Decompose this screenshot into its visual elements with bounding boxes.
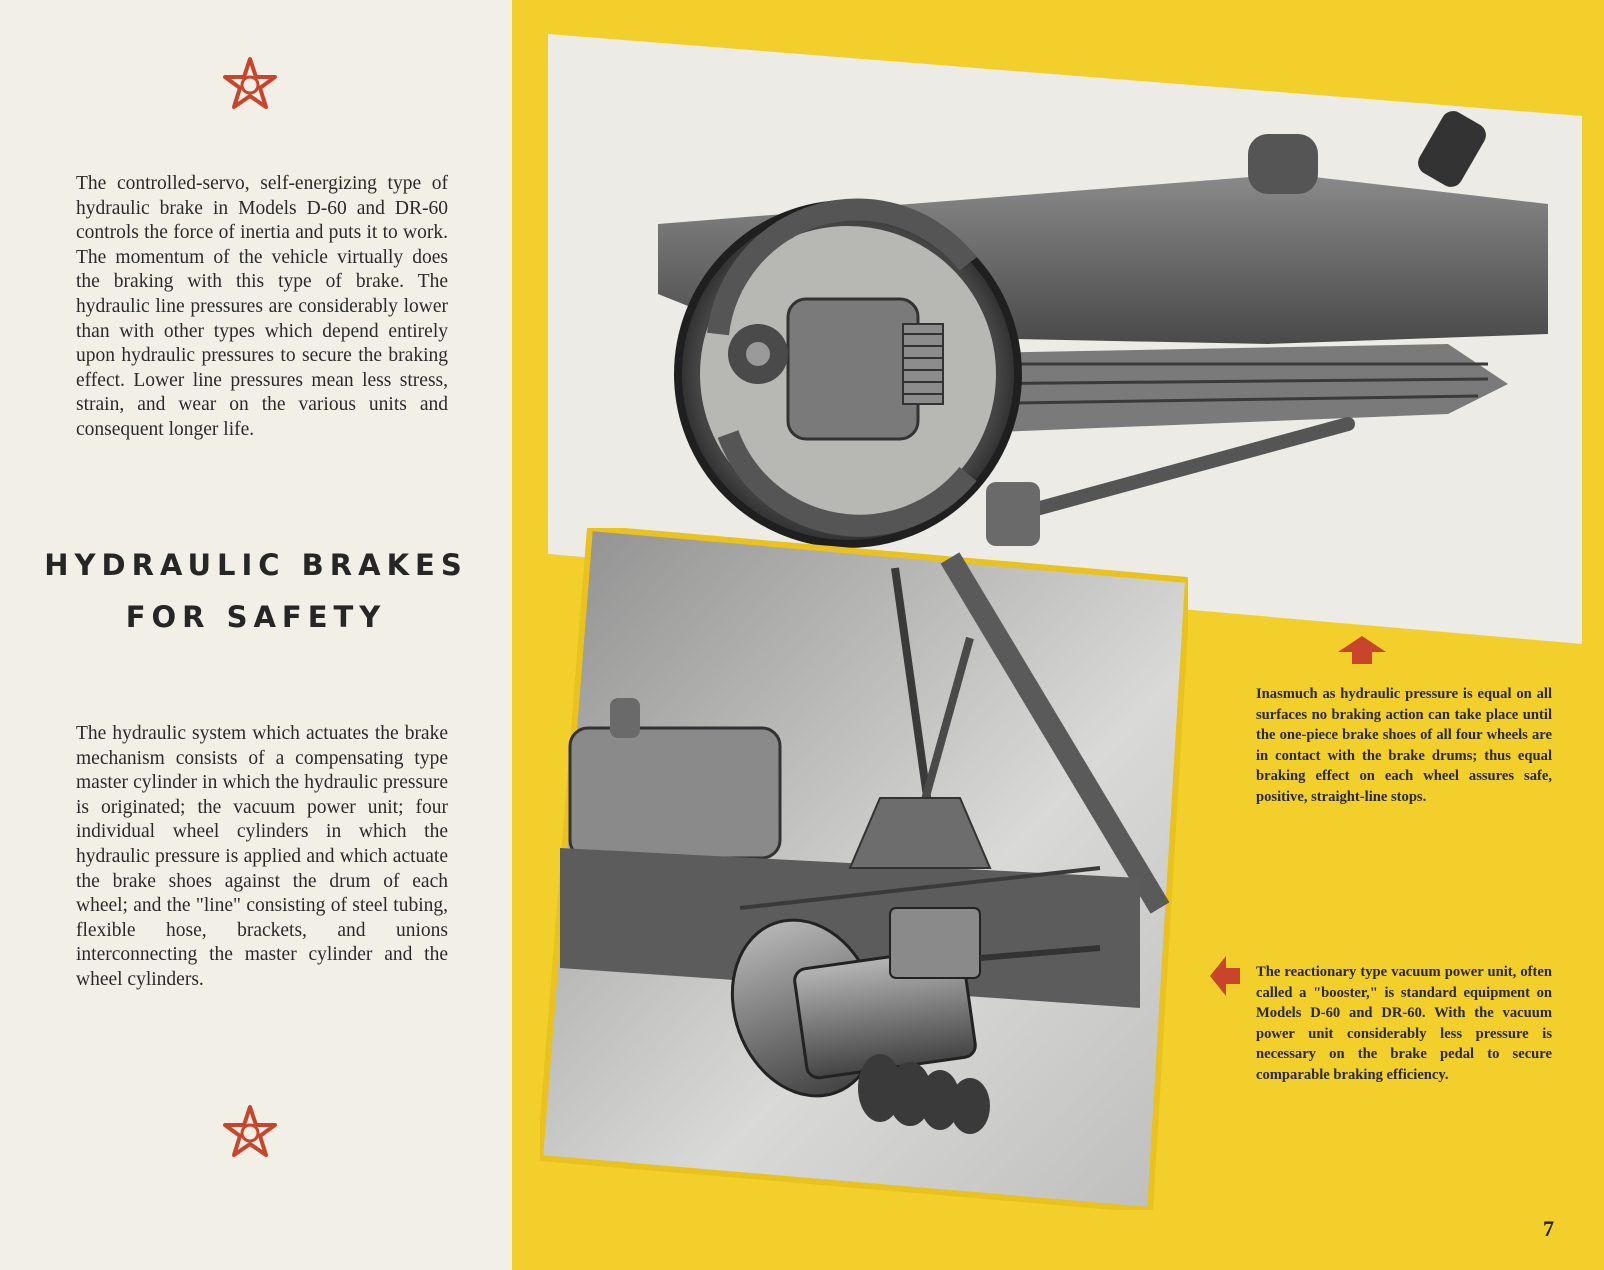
- caption-vacuum-booster: The reactionary type vacuum power unit, often called a "booster," is standard equipment on Models D-60 and DR-60. With the vacuum power unit considerably less pressure is necessary on the brake pedal to secure comparable braking efficiency.: [1256, 964, 1552, 1083]
- paragraph-brake-type: The controlled-servo, self-energizing type of hydraulic brake in Models D-60 and DR-60 controls the force of inertia and puts it to work. The momentum of the vehicle virtually does the braking with this type of brake. The hydraulic line pressures are considerably lower than with other types which depend entirely upon hydraulic pressures to secure the braking effect. Lower line pressures mean less stress, strain, and wear on the various units and consequent longer life.: [76, 173, 448, 440]
- star-icon: [222, 1104, 278, 1160]
- paragraph-hydraulic-system: The hydraulic system which actuates the brake mechanism consists of a compensating type master cylinder in which the hydraulic pressure is originated; the vacuum power unit; four individual wheel cylinders in which the hydraulic pressure is applied and which actuate the brake shoes against the drum of each wheel; and the "line" consisting of steel tubing, flexible hose, brackets, and unions interconnecting the master cylinder and the wheel cylinders.: [76, 723, 448, 990]
- section-heading-line-1: HYDRAULIC BRAKES: [44, 548, 468, 582]
- arrow-up-icon: [1338, 636, 1386, 664]
- arrow-left-icon: [1210, 956, 1240, 996]
- left-text-column: [0, 0, 512, 1270]
- page-number: 7: [1543, 1216, 1554, 1241]
- star-icon: [222, 56, 278, 112]
- vacuum-booster-photo: [540, 528, 1188, 1210]
- section-heading-line-2: FOR SAFETY: [125, 600, 387, 634]
- caption-equal-pressure: Inasmuch as hydraulic pressure is equal on all surfaces no braking action can take place until the one-piece brake shoes of all four wheels are in contact with the brake drums; thus equal braking effect on each wheel assures safe, positive, straight-line stops.: [1256, 686, 1552, 805]
